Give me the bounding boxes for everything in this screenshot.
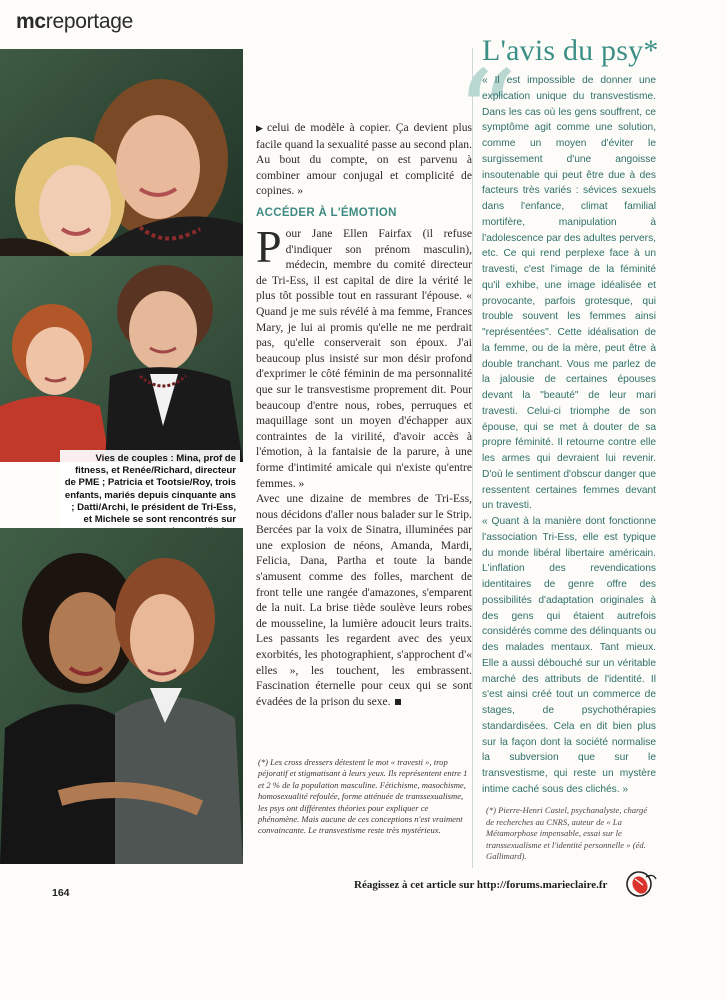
body-paragraph-1: our Jane Ellen Fairfax (il refuse d'indiquer son prénom masculin), médecin, membre du comité directeur de Tri-Ess, il est capital de dire la vérité le plus tôt possible tout en rassurant l'épouse. « Quand je me suis révélé à ma femme, Frances Mary, je lui ai promis qu'elle ne me perdrait pas, qu'elle conserverait son époux. J'ai beaucoup plus insisté sur mon désir profond d'exprimer le côté féminin de ma personnalité que sur le transvestisme proprement dit. Pour beaucoup d'entre nous, robes, perruques et maquillage sont un moyen d'échapper aux contraintes de la virilité, d'avoir accès à l'émotion, à la fantaisie de la parure, à une forme d'intimité amicale qui n'existe qu'entre femmes. » <box>256 227 472 490</box>
photo-couple-1 <box>0 49 243 256</box>
article-intro-text <box>256 120 472 199</box>
psy-note-text: (*) Pierre-Henri Castel, psychanalyste, chargé de recherches au CNRS, auteur de « La Métamorphose impensable, essai sur le transsexualisme et l'identité personnelle » (éd. Gallimard). <box>486 805 648 862</box>
footnote-text: (*) Les cross dressers détestent le mot « travesti », trop péjoratif et stigmatisant à leurs yeux. Ils représentent entre 1 et 2 % de la population masculine. Fétichisme, masochisme, homosexualité refoulée, forme atténuée de transsexualisme, les psys ont différentes théories pour expliquer ce phénomène. Mais aucune de ces conceptions n'est vraiment convaincante. Le transvestisme reste très mystérieux. <box>258 757 468 836</box>
section-masthead <box>16 10 133 34</box>
psy-paragraph-2: « Quant à la manière dont fonctionne l'association Tri-Ess, elle est typique du monde libéral libertaire américain. L'inflation des revendications identitaires de genre offre des possibilités d'adaptation originales à des gens qui étaient autrefois considérés comme des délinquants ou des malades mentaux. Tant mieux. Elle a aussi débouché sur un véritable marché des attributs de l'identité. Il s'est ainsi créé tout un commerce de stages, de psychothérapies standardisées. Cela en dit bien plus sur la façon dont la société normalise la subversion que sur le transvestisme, qui reste un mystère intime caché sous des clichés. » <box>482 516 656 795</box>
photo-couple-3 <box>0 528 243 864</box>
quote-mark-icon: “ <box>456 46 518 185</box>
intro-paragraph: celui de modèle à copier. Ça devient plus facile quand la sexualité passe au second plan. Au bout du compte, on est parvenu à combiner amour conjugal et complicité de copines. » <box>256 121 472 198</box>
brand-mc: mc <box>16 10 46 33</box>
psy-paragraph-1: « Il est impossible de donner une explication unique du transvestisme. Dans les cas où les gens souffrent, ce symptôme agit comme une solution, comme un moyen d'éviter le surgissement d'une angoisse insoutenable qui peut être due à des facteurs très variés : sévices sexuels dans l'enfance, climat familial mortifère, manipulation à l'adolescence par des adultes pervers, etc. Ce qui rend perplexe face à un travesti, c'est l'image de la féminité qu'il exhibe, une image idéalisée et provocante, parfois grotesque, qui trouble souvent les femmes ainsi "représentées". Cette idéalisation de la femme, ou de la mère, peut être à double tranchant. Vous me parlez de la jalousie de certaines épouses devant la "beauté" de leur mari travesti. Celui-ci triomphe de son épouse, qui se met à douter de sa propre féminité. Il retourne contre elle les armes qui devraient lui revenir. D'où le sentiment d'obscur danger que ressentent certaines femmes devant un travesti. <box>482 75 656 512</box>
computer-mouse-icon <box>623 871 657 897</box>
brand-section: reportage <box>45 10 133 33</box>
photo-couple-2 <box>0 256 243 462</box>
page-number: 164 <box>52 887 70 899</box>
psy-box-text <box>482 73 656 798</box>
drop-cap: P <box>256 221 282 272</box>
forum-link[interactable]: Réagissez à cet article sur http://forums.marieclaire.fr <box>354 879 608 891</box>
body-paragraph-2: Avec une dizaine de membres de Tri-Ess, nous décidons d'aller nous balader sur le Strip. Bercées par la voix de Sinatra, illuminées par une explosion de néons, Amanda, Mardi, Felicia, Dana, Partha et toute la bande s'amusent comme des folles, marchent de front telle une rangée d'amazones, s'emparent de la nuit. La brise tiède soulève leurs robes de mousseline, la lumière adoucit leurs traits. Les passants les regardent avec des yeux exorbités, les photographient, s'approchent d'« elles », les touchent, les embrassent. Fascination éternelle pour ceux qui se sont évadées de la prison du sexe. <box>256 492 472 708</box>
continuation-arrow-icon: ▶ <box>256 123 265 133</box>
article-body <box>256 221 472 709</box>
article-footnote <box>258 757 468 837</box>
end-mark-icon <box>395 699 401 705</box>
psy-box-title: L'avis du psy* <box>482 34 659 67</box>
photo-caption: Vies de couples : Mina, prof de fitness, et Renée/Richard, directeur de PME ; Patricia et Tootsie/Roy, trois enfants, mariés depuis cinquante ans ; Datti/Archi, le président de Tri-Ess, et Michele se sont rencontrés sur <box>60 450 240 541</box>
section-subhead: ACCÉDER À L'ÉMOTION <box>256 207 397 219</box>
psy-author-note <box>486 805 656 863</box>
